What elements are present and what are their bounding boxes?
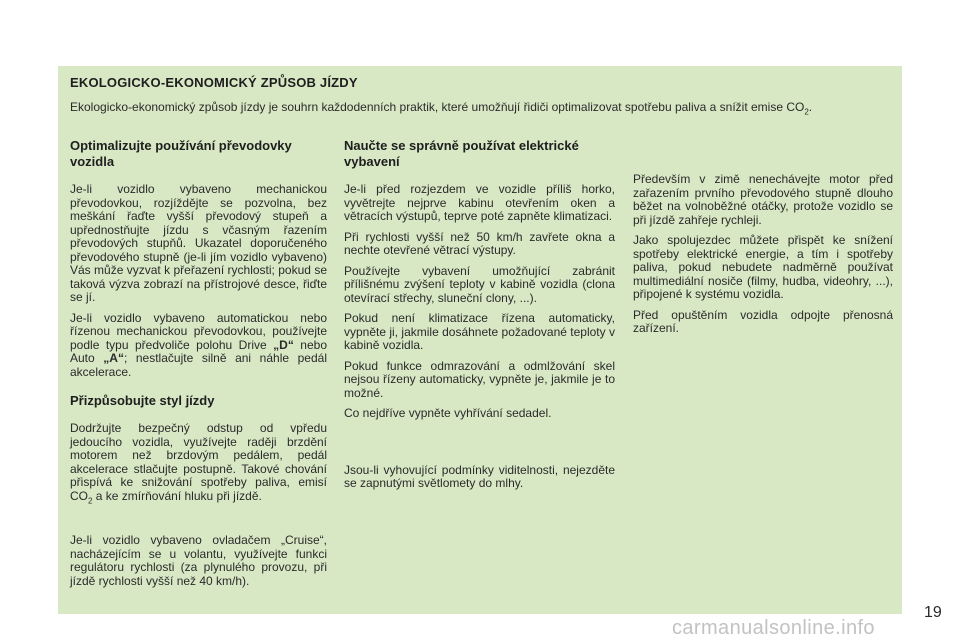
watermark-text: carmanualsonline.info xyxy=(672,617,875,639)
paragraph-idle-engine: Především v zimě nenechávejte motor před zařazením prvního převodového stupně dlouho běžet na volnoběžné otáčky, protože vozidlo se při jízdě zahřeje rychleji. xyxy=(633,172,893,227)
paragraph-multimedia: Jako spolujezdec můžete přispět ke snížení spotřeby elektrické energie, a tím i spotřeby paliva, pokud nebudete nadměrně používat multimediální nosiče (filmy, hudba, videohry, ...), připojené k systému vozidla. xyxy=(633,233,893,301)
paragraph-seat-heating: Co nejdříve vypněte vyhřívání sedadel. xyxy=(344,406,552,420)
paragraph-driving-style xyxy=(70,422,327,503)
p2-text-c: nebo Auto xyxy=(70,337,327,365)
column-3 xyxy=(633,173,893,343)
paragraph-fog-lights: Jsou-li vyhovující podmínky viditelnosti, nejezděte se zapnutými světlomety do mlhy. xyxy=(344,462,615,490)
intro-end: . xyxy=(808,100,813,114)
drive-mode-d: „D“ xyxy=(273,337,294,352)
intro-text: Ekologicko-ekonomický způsob jízdy je souhrn každodenních praktik, které umožňují řidiči optimalizovat spotřebu paliva a snížit emise CO xyxy=(70,100,805,114)
p2-text-e: ; nestlačujte silně ani náhle pedál akcelerace. xyxy=(70,351,327,379)
p3-text-a: Dodržujte bezpečný odstup od vpředu jedoucího vozidla, využívejte raději brzdění motorem než brzdovým pedálem, pedál akcelerace stlačujte postupně. Takové chování přispívá ke snižování spotřeby paliva, emisí CO xyxy=(70,421,327,503)
p2-text-a: Je-li vozidlo vybaveno automatickou nebo řízenou mechanickou převodovkou, používejte podle typu předvoliče polohu Drive xyxy=(70,310,327,352)
paragraph-sun-protection: Používejte vybavení umožňující zabránit přílišnému zvýšení teploty v kabině vozidla (clona otevírací střechy, sluneční clony, ...). xyxy=(344,263,615,305)
intro-paragraph xyxy=(70,100,892,115)
section-heading-gearbox: Optimalizujte používání převodovky vozidla xyxy=(70,138,292,169)
paragraph-manual-gearbox: Je-li vozidlo vybaveno mechanickou převodovkou, rozjíždějte se pozvolna, bez meškání řaďte vyšší převodový stupeň a upřednostňujte jízdu s včasným řazením převodových stupňů. Ukazatel doporučeného převodového stupně (je-li jím vozidlo vybaveno) Vás může vyzvat k přeřazení rychlosti; pokud se taková výzva zobrazí na přístrojové desce, řiďte se jí. xyxy=(70,182,327,304)
paragraph-portable-devices: Před opuštěním vozidla odpojte přenosná zařízení. xyxy=(633,307,893,335)
drive-mode-a: „A“ xyxy=(103,351,124,365)
p3-text-b: a ke zmírňování hluku při jízdě. xyxy=(92,488,262,503)
column-1 xyxy=(70,138,327,595)
section-heading-electrical: Naučte se správně používat elektrické vybavení xyxy=(344,138,579,169)
intro-subscript: 2 xyxy=(804,107,809,117)
column-2 xyxy=(344,138,615,498)
paragraph-automatic-gearbox xyxy=(70,312,327,380)
paragraph-air-conditioning: Pokud není klimatizace řízena automaticky, vypněte ji, jakmile dosáhnete požadované teploty v kabině vozidla. xyxy=(344,311,615,352)
paragraph-ventilation: Je-li před rozjezdem ve vozidle příliš horko, vyvětrejte nejprve kabinu otevřením oken a větracích výstupů, teprve poté zapněte klimatizaci. xyxy=(344,182,615,223)
paragraph-windows: Při rychlosti vyšší než 50 km/h zavřete okna a nechte otevřené větrací výstupy. xyxy=(344,229,615,257)
section-heading-driving-style: Přizpůsobujte styl jízdy xyxy=(70,393,215,408)
p3-subscript: 2 xyxy=(88,495,93,505)
paragraph-defrosting: Pokud funkce odmrazování a odmlžování skel nejsou řízeny automaticky, vypněte je, jakmile je to možné. xyxy=(344,358,615,400)
page-title: EKOLOGICKO-EKONOMICKÝ ZPŮSOB JÍZDY xyxy=(70,75,358,90)
page-number: 19 xyxy=(924,604,942,621)
paragraph-cruise-control: Je-li vozidlo vybaveno ovladačem „Cruise“, nacházejícím se u volantu, využívejte funkci regulátoru rychlosti (za plynulého provozu, při jízdě rychlosti vyšší než 40 km/h). xyxy=(70,533,327,588)
